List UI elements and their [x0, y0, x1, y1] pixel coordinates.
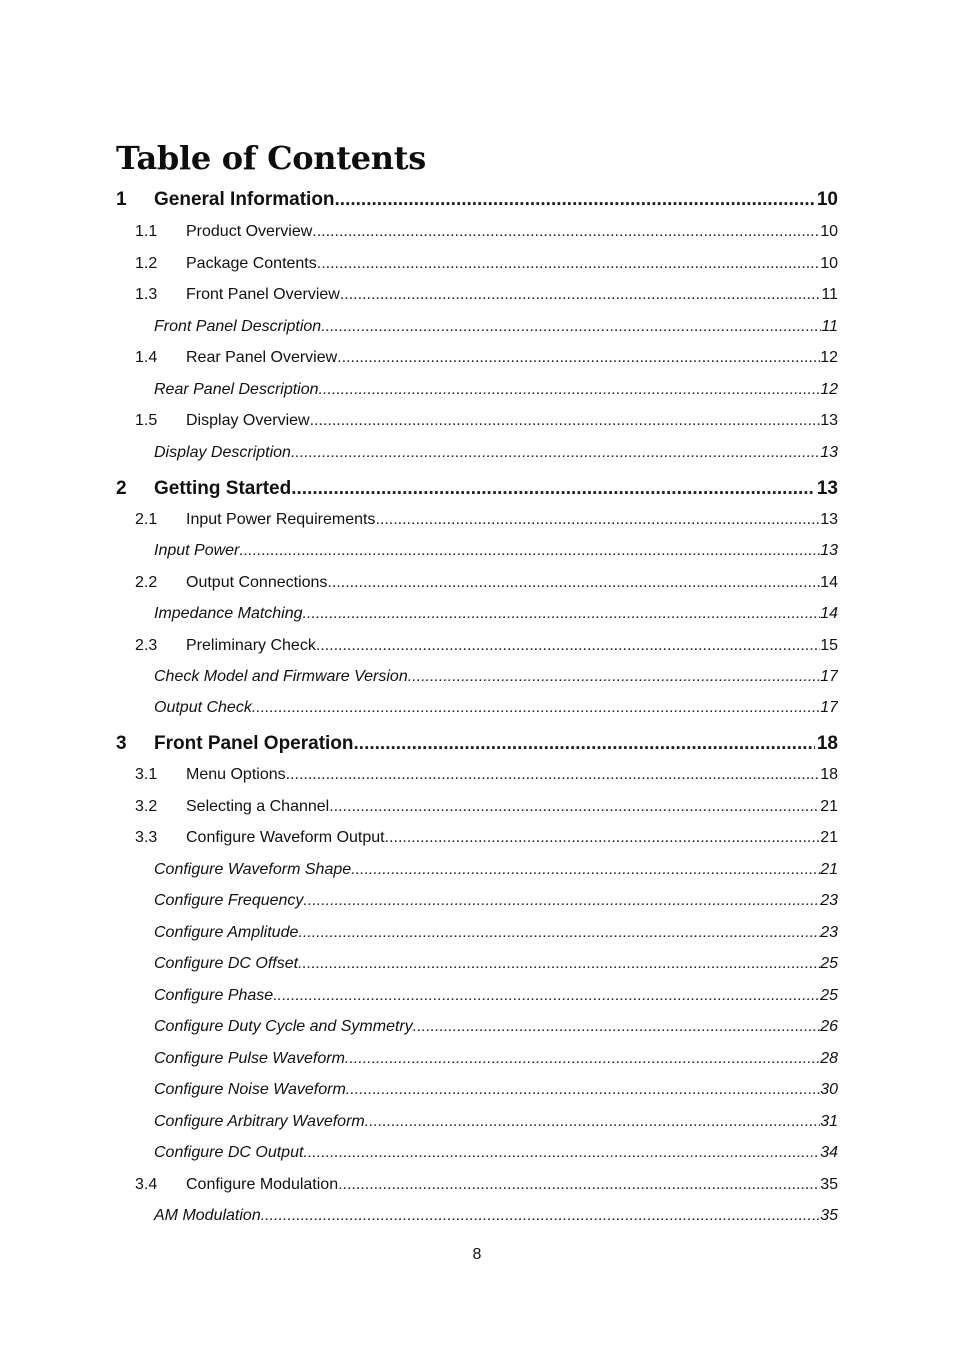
toc-entry[interactable] [116, 476, 838, 502]
toc-entry[interactable] [116, 697, 838, 719]
toc-entry-label: Selecting a Channel [186, 798, 330, 815]
toc-entry-number: 2.3 [135, 637, 158, 654]
toc-entry-page: 12 [820, 349, 838, 366]
toc-entry-label: Configure Arbitrary Waveform [154, 1113, 365, 1130]
toc-entry-page: 10 [820, 223, 838, 240]
toc-entry-label: Preliminary Check [186, 637, 316, 654]
toc-entry[interactable] [116, 764, 838, 786]
toc-dot-leader [303, 1142, 820, 1164]
toc-dot-leader [291, 442, 820, 464]
toc-dot-leader [317, 253, 820, 275]
page-title: Table of Contents [116, 139, 426, 177]
toc-entry[interactable] [116, 1016, 838, 1038]
toc-entry-label: Display Overview [186, 412, 310, 429]
toc-entry[interactable] [116, 985, 838, 1007]
toc-entry-label: Rear Panel Description [154, 381, 319, 398]
toc-entry[interactable] [116, 603, 838, 625]
toc-dot-leader [385, 827, 821, 849]
toc-dot-leader [239, 540, 820, 562]
toc-entry-page: 10 [816, 189, 838, 210]
toc-entry-page: 10 [820, 255, 838, 272]
toc-entry-label: Rear Panel Overview [186, 349, 338, 366]
toc-dot-leader [321, 316, 821, 338]
toc-entry-page: 21 [820, 861, 838, 878]
toc-entry-page: 15 [820, 637, 838, 654]
toc-entry-label: Configure Phase [154, 987, 274, 1004]
toc-entry-page: 34 [820, 1144, 838, 1161]
toc-entry-page: 18 [820, 766, 838, 783]
toc-dot-leader [338, 1174, 820, 1196]
toc-entry-page: 35 [820, 1207, 838, 1224]
toc-entry-page: 23 [820, 892, 838, 909]
toc-entry-label: Configure Waveform Output [186, 829, 385, 846]
toc-dot-leader [303, 890, 820, 912]
toc-entry-label: Input Power Requirements [186, 511, 376, 528]
toc-entry[interactable] [116, 666, 838, 688]
toc-dot-leader [261, 1205, 820, 1227]
toc-entry-number: 3.3 [135, 829, 158, 846]
toc-entry-label: Configure DC Offset [154, 955, 299, 972]
toc-entry-label: Configure Frequency [154, 892, 304, 909]
toc-entry-label: Output Check [154, 699, 252, 716]
toc-dot-leader [298, 922, 820, 944]
toc-entry-label: Configure Modulation [186, 1176, 339, 1193]
toc-entry-label: AM Modulation [154, 1207, 261, 1224]
toc-entry[interactable] [116, 635, 838, 657]
document-page [116, 0, 838, 1350]
toc-dot-leader [346, 1079, 820, 1101]
toc-entry[interactable] [116, 1142, 838, 1164]
toc-entry-page: 25 [820, 987, 838, 1004]
toc-entry-label: Menu Options [186, 766, 286, 783]
toc-entry-page: 17 [820, 668, 838, 685]
toc-entry-label: Product Overview [186, 223, 313, 240]
toc-entry[interactable] [116, 187, 838, 213]
toc-entry[interactable] [116, 1079, 838, 1101]
toc-entry-label: Front Panel Overview [186, 286, 340, 303]
toc-dot-leader [286, 764, 821, 786]
toc-entry[interactable] [116, 796, 838, 818]
toc-entry[interactable] [116, 540, 838, 562]
page-number: 8 [472, 1246, 482, 1263]
toc-entry-page: 17 [820, 699, 838, 716]
toc-dot-leader [345, 1048, 820, 1070]
toc-entry[interactable] [116, 253, 838, 275]
toc-entry-label: Impedance Matching [154, 605, 303, 622]
toc-dot-leader [329, 796, 820, 818]
toc-dot-leader [273, 985, 820, 1007]
toc-entry-label: Configure DC Output [154, 1144, 304, 1161]
toc-dot-leader [408, 666, 820, 688]
toc-entry-page: 13 [820, 511, 838, 528]
toc-dot-leader [337, 347, 820, 369]
toc-entry[interactable] [116, 1048, 838, 1070]
toc-entry-label: Configure Duty Cycle and Symmetry [154, 1018, 413, 1035]
toc-entry[interactable] [116, 859, 838, 881]
toc-entry-label: General Information [154, 189, 335, 210]
toc-entry[interactable] [116, 1205, 838, 1227]
toc-dot-leader [354, 731, 815, 757]
toc-entry[interactable] [116, 572, 838, 594]
toc-entry-number: 3.2 [135, 798, 158, 815]
toc-entry-page: 18 [816, 733, 838, 754]
toc-entry-page: 25 [820, 955, 838, 972]
toc-entry[interactable] [116, 890, 838, 912]
toc-entry[interactable] [116, 1174, 838, 1196]
toc-entry-label: Display Description [154, 444, 291, 461]
toc-dot-leader [303, 603, 821, 625]
toc-entry-page: 11 [821, 286, 838, 303]
toc-entry-page: 13 [820, 412, 838, 429]
toc-entry[interactable] [116, 347, 838, 369]
toc-entry-number: 1 [116, 189, 127, 210]
toc-entry-label: Configure Noise Waveform [154, 1081, 346, 1098]
toc-dot-leader [316, 635, 820, 657]
toc-entry-page: 31 [820, 1113, 838, 1130]
toc-entry-number: 1.2 [135, 255, 158, 272]
toc-entry[interactable] [116, 827, 838, 849]
toc-entry[interactable] [116, 953, 838, 975]
toc-entry-number: 1.4 [135, 349, 158, 366]
toc-dot-leader [351, 859, 820, 881]
toc-dot-leader [319, 379, 821, 401]
toc-entry[interactable] [116, 509, 838, 531]
toc-entry-number: 2.2 [135, 574, 158, 591]
toc-entry[interactable] [116, 1111, 838, 1133]
toc-entry-page: 21 [820, 829, 838, 846]
toc-entry[interactable] [116, 316, 838, 338]
toc-dot-leader [291, 476, 815, 502]
toc-entry-page: 12 [820, 381, 838, 398]
toc-entry-label: Configure Amplitude [154, 924, 299, 941]
toc-entry-page: 23 [820, 924, 838, 941]
toc-entry-page: 30 [820, 1081, 838, 1098]
toc-entry-page: 14 [820, 574, 838, 591]
toc-entry[interactable] [116, 221, 838, 243]
toc-entry-page: 21 [820, 798, 838, 815]
toc-entry-page: 26 [820, 1018, 838, 1035]
toc-entry-label: Output Connections [186, 574, 328, 591]
toc-entry-page: 28 [820, 1050, 838, 1067]
toc-entry-label: Check Model and Firmware Version [154, 668, 408, 685]
toc-entry[interactable] [116, 410, 838, 432]
toc-dot-leader [252, 697, 820, 719]
toc-entry-number: 3.1 [135, 766, 158, 783]
toc-dot-leader [298, 953, 820, 975]
toc-dot-leader [365, 1111, 820, 1133]
toc-entry-page: 14 [820, 605, 838, 622]
toc-entry-label: Configure Pulse Waveform [154, 1050, 345, 1067]
toc-entry-label: Front Panel Description [154, 318, 322, 335]
toc-entry-page: 13 [820, 444, 838, 461]
toc-entry-label: Front Panel Operation [154, 733, 354, 754]
toc-entry-label: Input Power [154, 542, 240, 559]
toc-list [116, 0, 838, 1350]
toc-entry-page: 11 [821, 318, 838, 335]
toc-entry[interactable] [116, 379, 838, 401]
toc-entry-page: 13 [820, 542, 838, 559]
toc-entry[interactable] [116, 442, 838, 464]
toc-dot-leader [340, 284, 822, 306]
toc-entry-label: Getting Started [154, 478, 292, 499]
toc-entry-page: 13 [816, 478, 838, 499]
toc-entry-number: 1.3 [135, 286, 158, 303]
toc-entry[interactable] [116, 284, 838, 306]
toc-dot-leader [375, 509, 820, 531]
toc-dot-leader [335, 187, 815, 213]
toc-dot-leader [413, 1016, 820, 1038]
toc-entry-number: 2.1 [135, 511, 158, 528]
toc-entry-number: 3 [116, 733, 127, 754]
toc-entry[interactable] [116, 922, 838, 944]
toc-entry-label: Configure Waveform Shape [154, 861, 352, 878]
toc-entry-number: 3.4 [135, 1176, 158, 1193]
toc-dot-leader [310, 410, 821, 432]
toc-entry-number: 1.5 [135, 412, 158, 429]
toc-entry[interactable] [116, 731, 838, 757]
toc-dot-leader [327, 572, 820, 594]
toc-entry-label: Package Contents [186, 255, 317, 272]
toc-entry-page: 35 [820, 1176, 838, 1193]
toc-entry-number: 1.1 [135, 223, 158, 240]
toc-entry-number: 2 [116, 478, 127, 499]
toc-dot-leader [312, 221, 820, 243]
